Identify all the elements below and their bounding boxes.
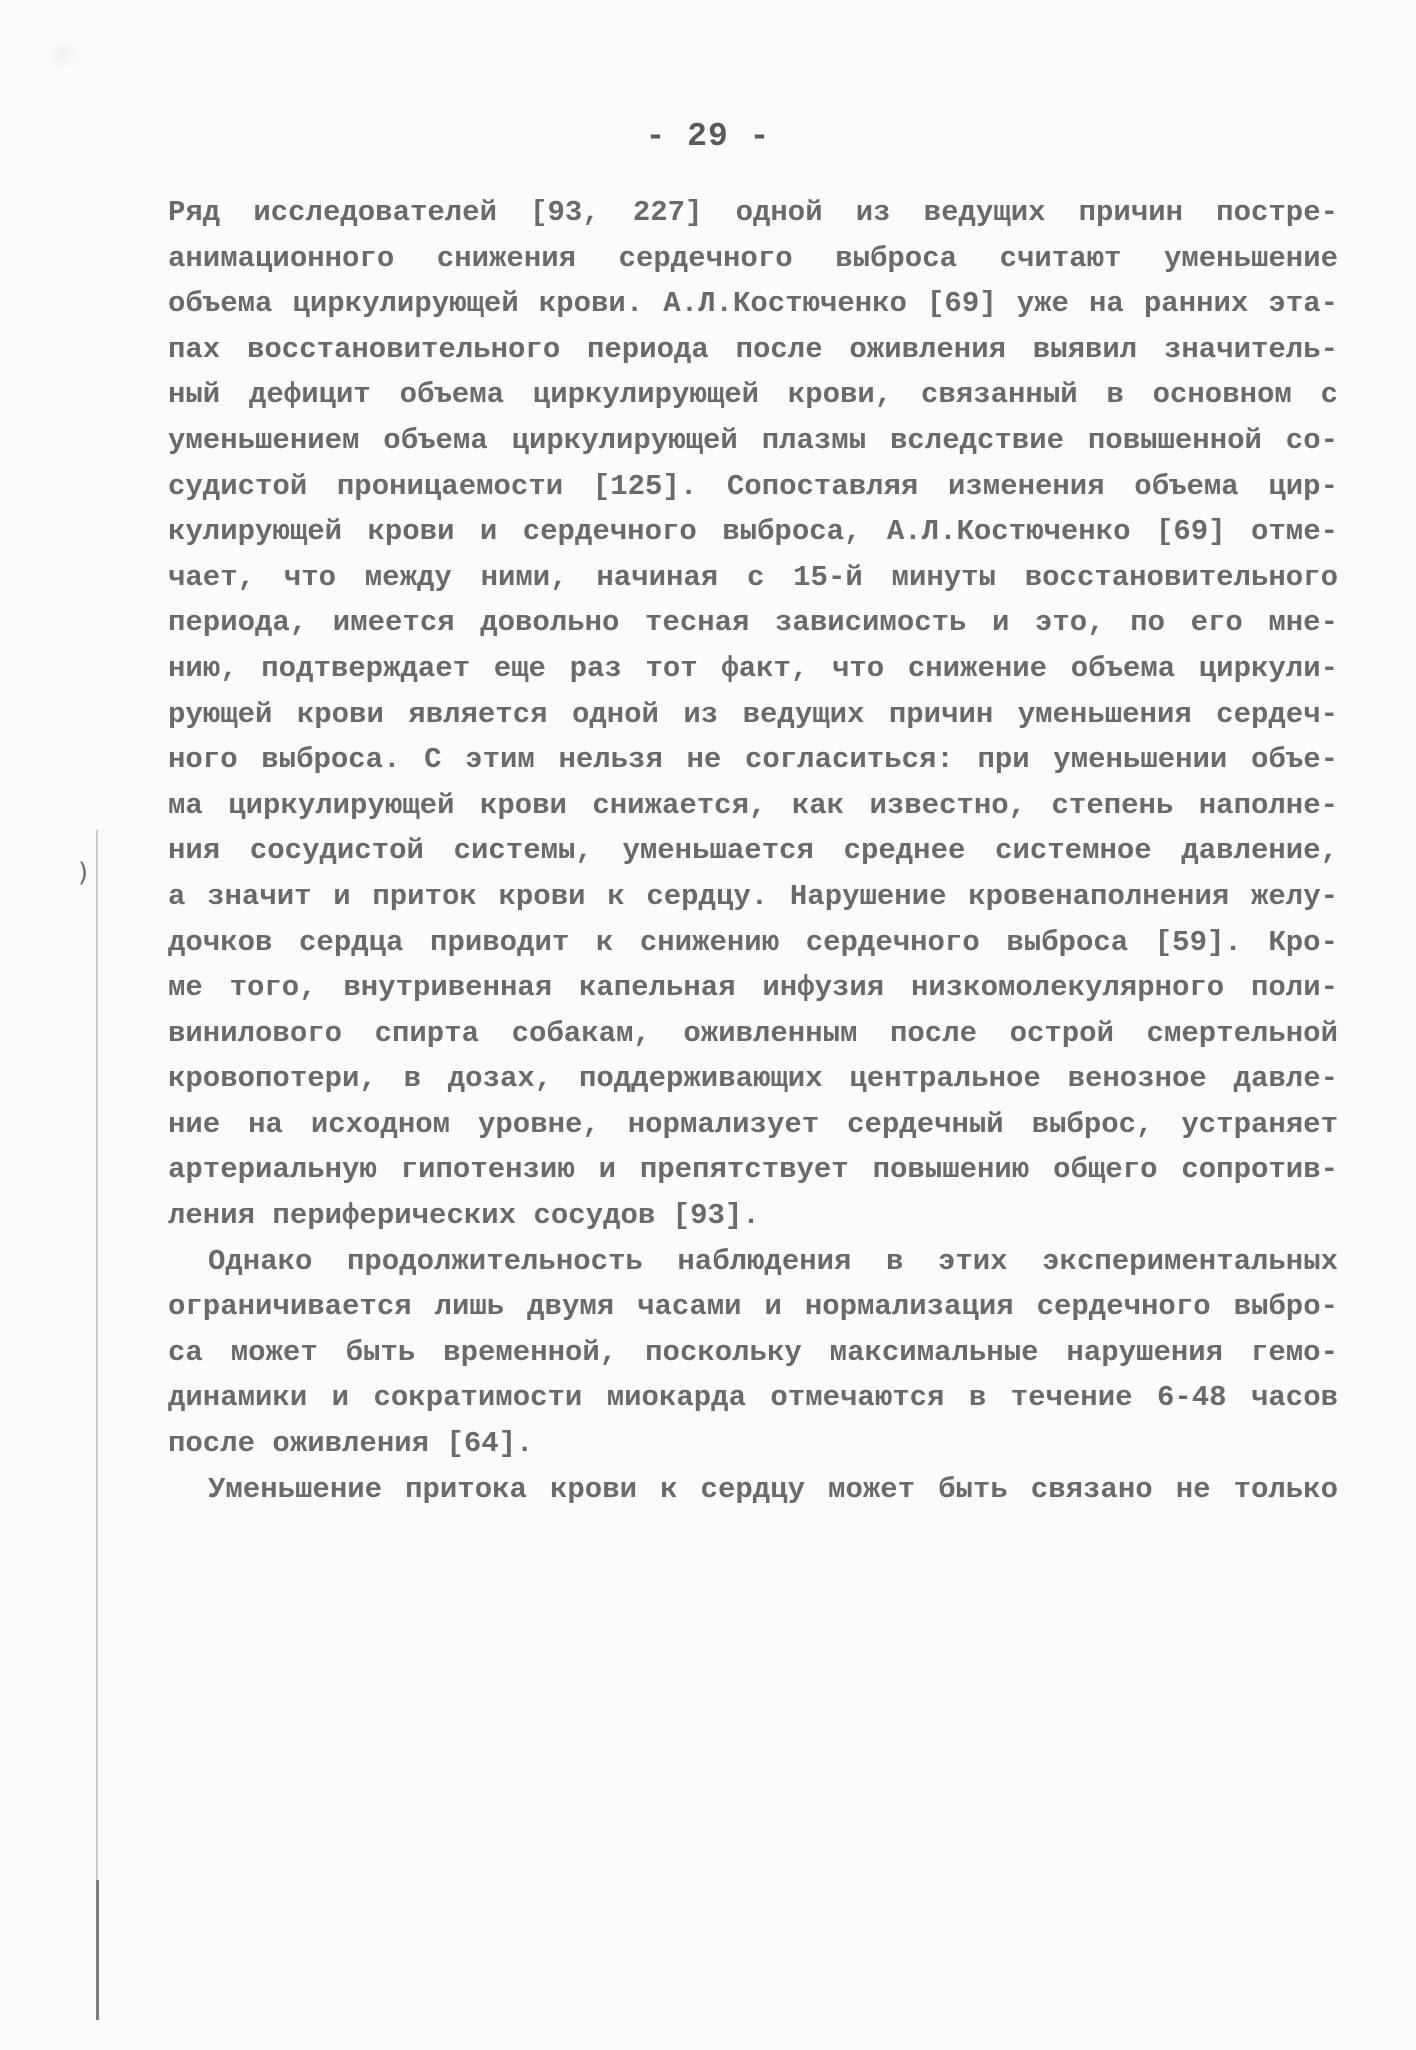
text-line: дочков сердца приводит к снижению сердечного выброса [59]. Кро-	[168, 925, 1338, 959]
page-number: - 29 -	[645, 118, 771, 155]
text-line: артериальную гипотензию и препятствует повышению общего сопротив-	[168, 1153, 1338, 1187]
text-line: ма циркулирующей крови снижается, как известно, степень наполне-	[168, 788, 1338, 822]
text-line: ный дефицит объема циркулирующей крови, связанный в основном с	[168, 378, 1338, 412]
text-line: Уменьшение притока крови к сердцу может быть связано не только	[208, 1472, 1338, 1506]
text-line: судистой проницаемости [125]. Сопоставляя изменения объема цир-	[168, 469, 1338, 503]
margin-rule-dark	[96, 1880, 99, 2020]
text-line: ления периферических сосудов [93].	[168, 1199, 760, 1233]
text-line: объема циркулирующей крови. А.Л.Костюченко [69] уже на ранних эта-	[168, 287, 1338, 321]
text-line: анимационного снижения сердечного выброса считают уменьшение	[168, 241, 1338, 275]
text-line: Ряд исследователей [93, 227] одной из ведущих причин постре-	[168, 196, 1338, 229]
margin-bracket-mark: )	[78, 858, 89, 888]
text-line: чает, что между ними, начиная с 15-й минуты восстановительного	[168, 560, 1338, 594]
paragraph-2	[168, 1239, 1338, 1467]
scan-smudge	[48, 40, 78, 70]
text-line: ме того, внутривенная капельная инфузия низкомолекулярного поли-	[168, 971, 1338, 1005]
text-line: ние на исходном уровне, нормализует сердечный выброс, устраняет	[168, 1107, 1338, 1141]
text-line: са может быть временной, поскольку максимальные нарушения гемо-	[168, 1335, 1338, 1369]
text-line: пах восстановительного периода после оживления выявил значитель-	[168, 332, 1338, 366]
text-line: кровопотери, в дозах, поддерживающих центральное венозное давле-	[168, 1062, 1338, 1096]
text-line: уменьшением объема циркулирующей плазмы вследствие повышенной со-	[168, 423, 1338, 457]
text-line: ного выброса. С этим нельзя не согласиться: при уменьшении объе-	[168, 743, 1338, 777]
text-line: ния сосудистой системы, уменьшается среднее системное давление,	[168, 834, 1338, 868]
text-line: динамики и сократимости миокарда отмечаются в течение 6-48 часов	[168, 1381, 1338, 1415]
body-text	[168, 190, 1338, 1512]
text-line: после оживления [64].	[168, 1427, 534, 1461]
text-line: кулирующей крови и сердечного выброса, А.Л.Костюченко [69] отме-	[168, 515, 1338, 549]
text-line: ограничивается лишь двумя часами и нормализация сердечного выбро-	[168, 1290, 1338, 1324]
text-line: винилового спирта собакам, оживленным после острой смертельной	[168, 1016, 1338, 1050]
text-line: нию, подтверждает еще раз тот факт, что снижение объема циркули-	[168, 651, 1338, 685]
text-line: а значит и приток крови к сердцу. Нарушение кровенаполнения желу-	[168, 879, 1338, 913]
paragraph-3	[168, 1467, 1338, 1513]
text-line: рующей крови является одной из ведущих причин уменьшения сердеч-	[168, 697, 1338, 731]
text-line: периода, имеется довольно тесная зависимость и это, по его мне-	[168, 606, 1338, 640]
paragraph-1	[168, 190, 1338, 1239]
margin-rule	[96, 830, 98, 2000]
text-line: Однако продолжительность наблюдения в этих экспериментальных	[208, 1244, 1338, 1278]
